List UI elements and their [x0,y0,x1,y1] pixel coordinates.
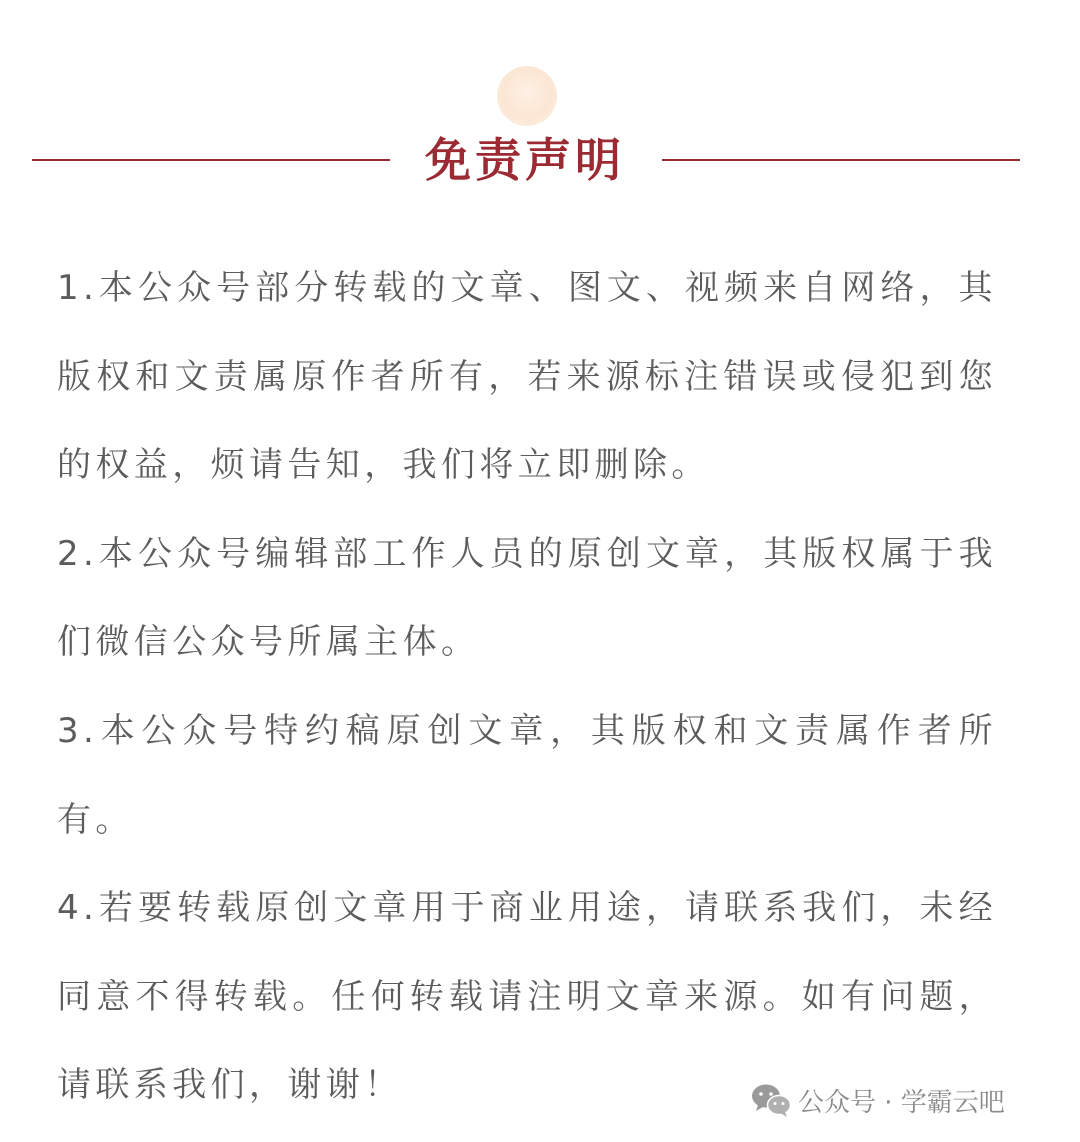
decorative-circle [497,66,557,126]
disclaimer-item-4: 4.若要转载原创文章用于商业用途，请联系我们，未经同意不得转载。任何转载请注明文章来源。如有问题，请联系我们，谢谢！ [57,888,997,1106]
wechat-icon [750,1082,792,1118]
disclaimer-item-2: 2.本公众号编辑部工作人员的原创文章，其版权属于我们微信公众号所属主体。 [57,533,997,663]
disclaimer-body [57,244,997,1130]
disclaimer-header [0,0,1080,220]
account-watermark [750,1078,1005,1122]
watermark-text: 公众号 · 学霸云吧 [798,1087,1005,1118]
header-rule-right [662,159,1020,161]
header-rule-left [32,159,390,161]
disclaimer-item-3: 3.本公众号特约稿原创文章，其版权和文责属作者所有。 [57,710,997,840]
page-title: 免责声明 [425,133,625,187]
disclaimer-item-1: 1.本公众号部分转载的文章、图文、视频来自网络，其版权和文责属原作者所有，若来源标注错误或侵犯到您的权益，烦请告知，我们将立即删除。 [57,268,997,486]
